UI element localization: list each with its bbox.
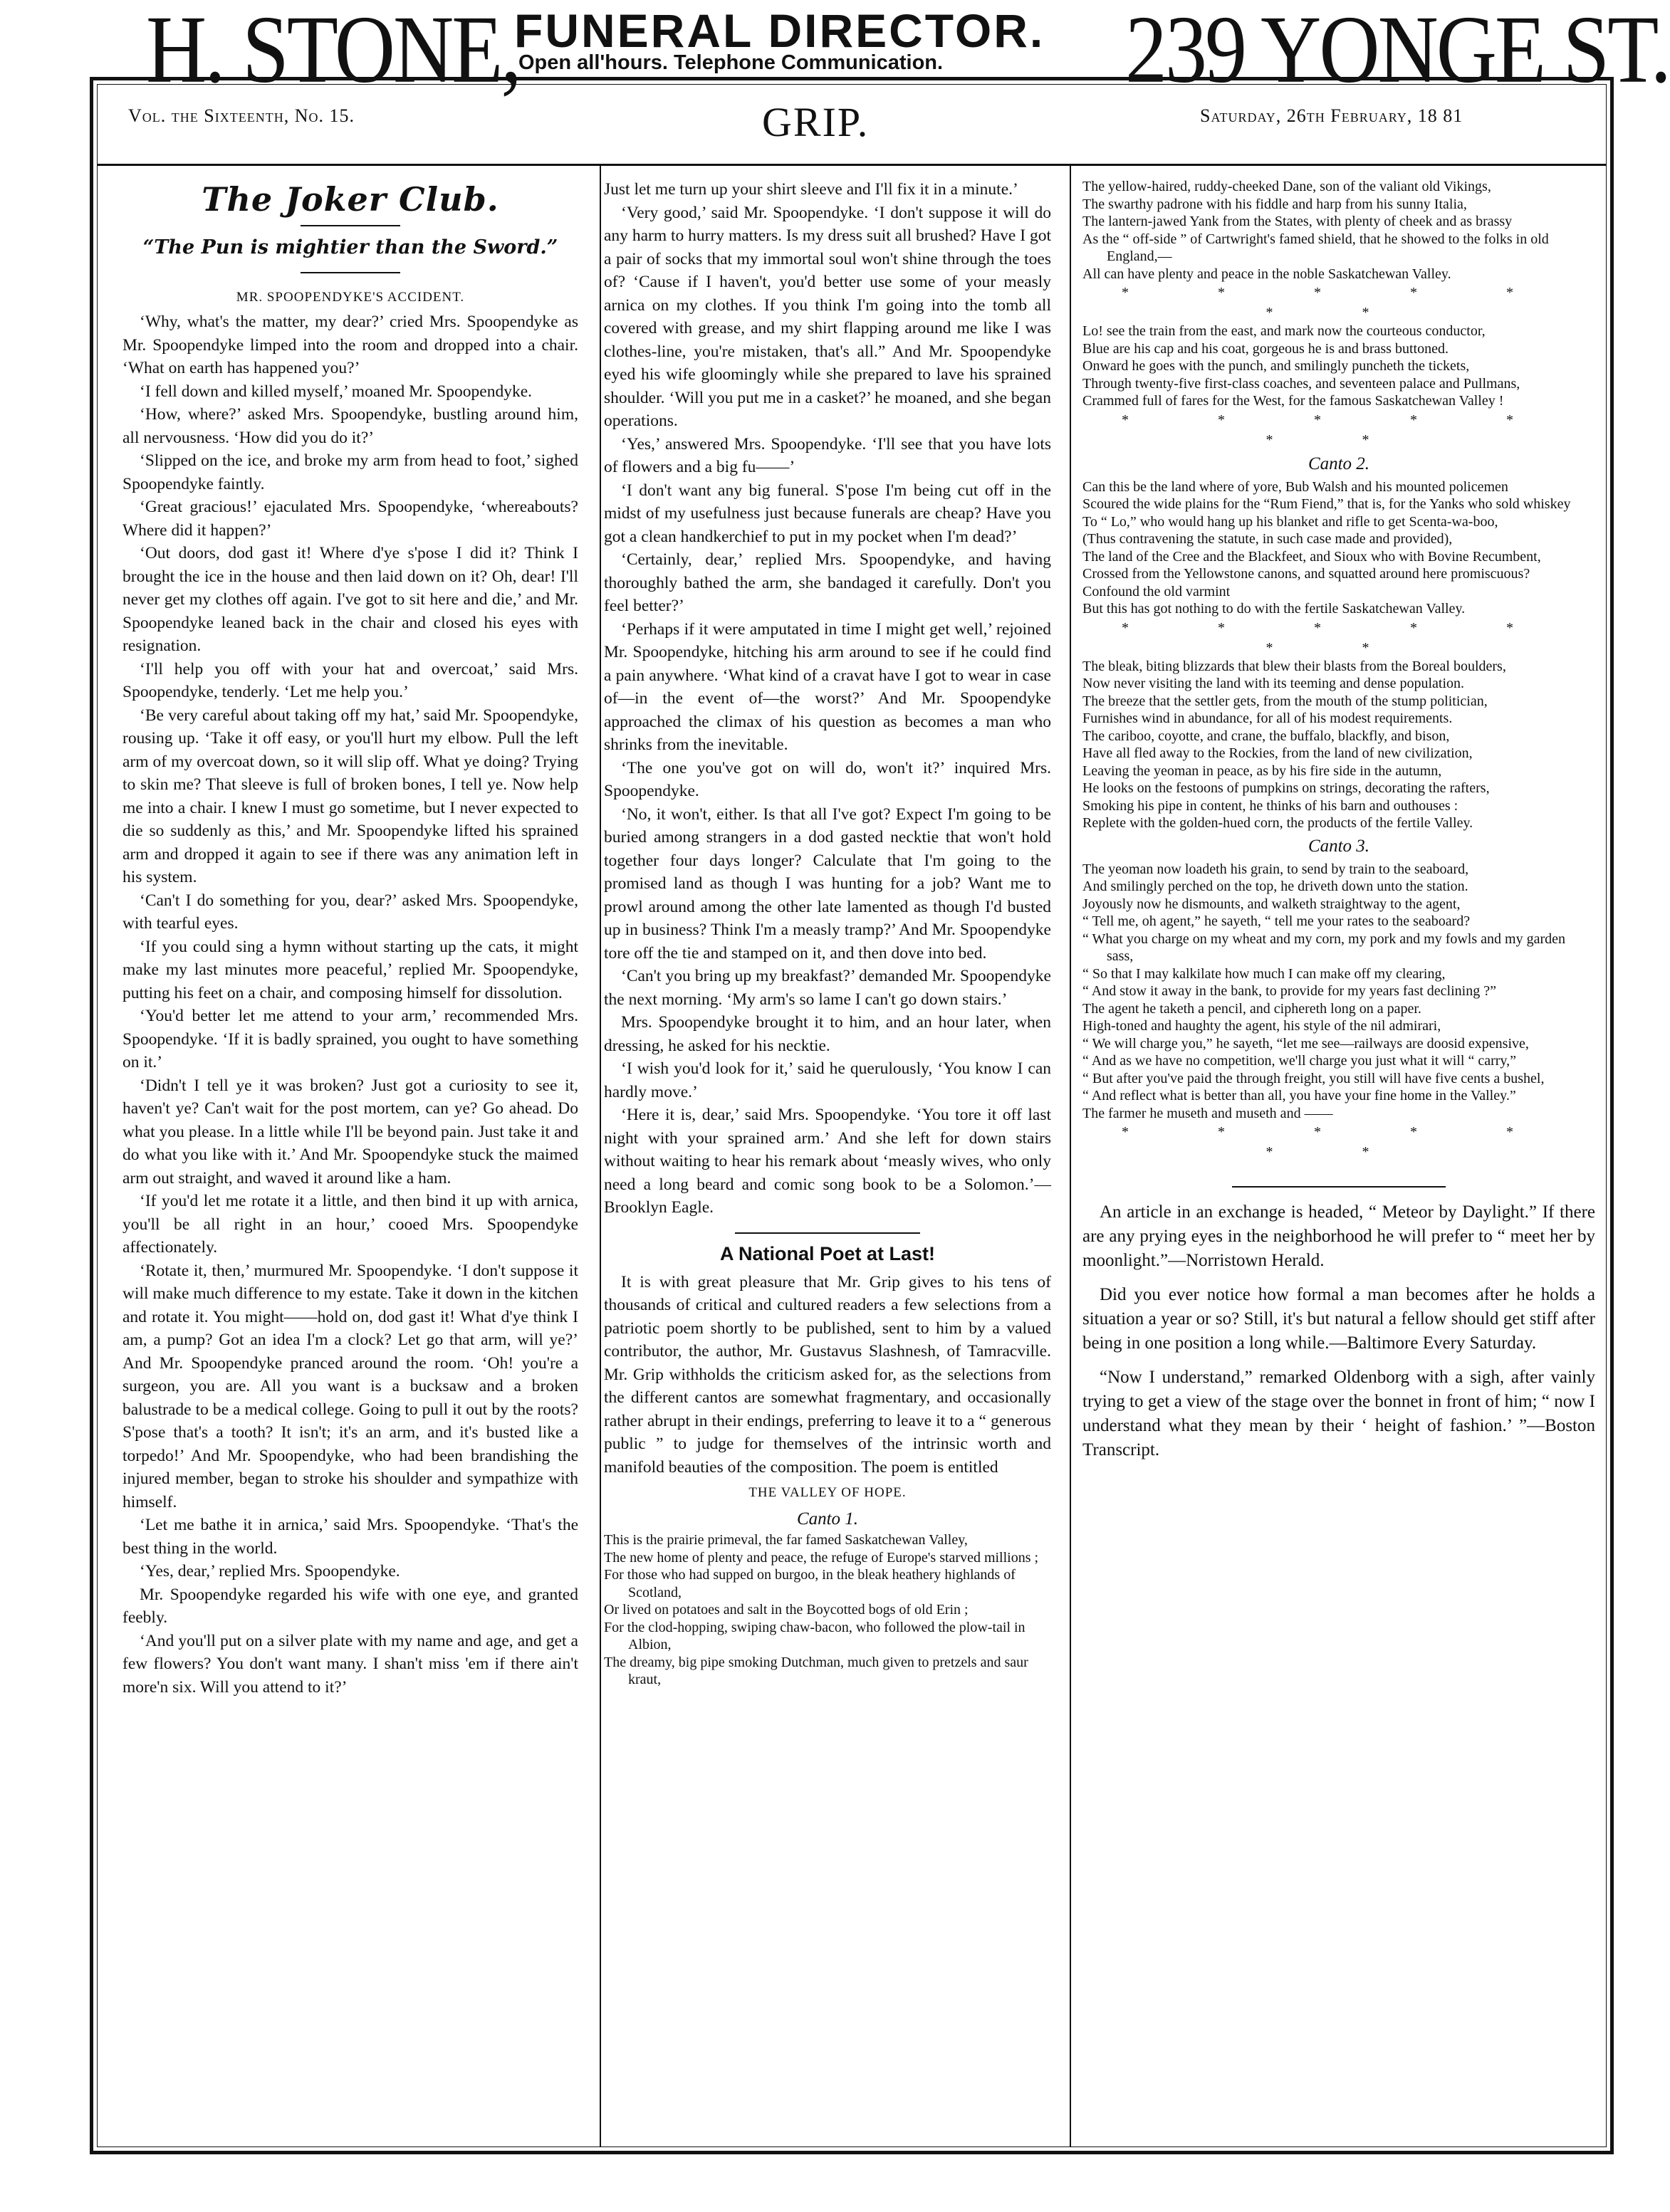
poem-line: To “ Lo,” who would hang up his blanket and rifle to get Scenta-wa-boo,	[1082, 513, 1498, 530]
story-paragraph: ‘And you'll put on a silver plate with my name and age, and get a few flowers? You don't want many. I shan't miss 'em if there ain't more'n six. Will you attend to it?’	[122, 1631, 578, 1697]
poem-line: “ Tell me, oh agent,” he sayeth, “ tell me your rates to the seaboard?	[1082, 913, 1471, 929]
poem-line: The lantern-jawed Yank from the States, with plenty of cheek and as brassy	[1082, 214, 1513, 229]
poem-line: Joyously now he dismounts, and walketh straightway to the agent,	[1082, 896, 1461, 912]
story-paragraph: ‘Very good,’ said Mr. Spoopendyke. ‘I don't suppose it will do any harm to hurry matters. Is my dress suit all brushed? Have I got a pair of socks that my immortal soul won't shine through the toes of? ‘Cause if I haven't, you'd better use some of your measly arnica on my clothes. If you think I'm going into the tomb all covered with grease, and my shirt flapping around me like I was clothes-line, you're mistaken, that's all.” And Mr. Spoopendyke eyed his wife gloomingly while she prepared to lave his sprained shoulder. ‘Will you put me in a casket?’ he moaned, and she began operations.	[604, 203, 1051, 430]
poem-line: (Thus contravening the statute, in such case made and provided),	[1082, 531, 1453, 547]
poem-line: Crossed from the Yellowstone canons, and squatted around here promiscuous?	[1082, 566, 1530, 582]
poem-canto-1	[604, 1531, 1051, 1689]
story-paragraph: ‘If you could sing a hymn without starting up the cats, it might make my last minutes more peaceful,’ replied Mr. Spoopendyke, putting his feet on a chair, and composing himself for dissolution.	[122, 937, 578, 1002]
story-paragraph: ‘I fell down and killed myself,’ moaned Mr. Spoopendyke.	[140, 382, 533, 401]
ad-open-hours: Open all'hours. Telephone Communication.	[518, 51, 944, 74]
poem-line: Confound the old varmint	[1082, 583, 1231, 599]
poem-line: “ We will charge you,” he sayeth, “let me see—railways are doosid expensive,	[1082, 1035, 1529, 1052]
news-item: Did you ever notice how formal a man becomes after he holds a situation a year or so? Still, it's but natural a fellow should get stiff after being in one position a long while.—Baltimore Every Saturday.	[1082, 1285, 1595, 1353]
story-paragraph: ‘Perhaps if it were amputated in time I might get well,’ rejoined Mr. Spoopendyke, hitching his arm around to see if he could find a pain anywhere. ‘What kind of a cravat have I got to wear in case of—in the event of—the worst?’ And Mr. Spoopendyke approached the climax of his question as becomes a man who shrinks from the inevitable.	[604, 619, 1051, 754]
title-rule	[301, 225, 400, 226]
poem-line: High-toned and haughty the agent, his style of the nil admirari,	[1082, 1018, 1441, 1034]
poem-line: Can this be the land where of yore, Bub Walsh and his mounted policemen	[1082, 478, 1508, 495]
poem-line: All can have plenty and peace in the noble Saskatchewan Valley.	[1082, 266, 1451, 282]
story-title: MR. SPOOPENDYKE'S ACCIDENT.	[236, 290, 465, 305]
column-divider-2	[1070, 164, 1071, 2147]
motto-rule	[301, 272, 400, 273]
poem-line: For the clod-hopping, swiping chaw-bacon, who followed the plow-tail in Albion,	[604, 1619, 1026, 1652]
poem-line: “ And as we have no competition, we'll charge you just what it will “ carry,”	[1082, 1053, 1516, 1069]
story-paragraph: ‘Can't you bring up my breakfast?’ demanded Mr. Spoopendyke the next morning. ‘My arm's so lame I can't go down stairs.’	[604, 967, 1051, 1009]
poem-line: The farmer he museth and museth and ——	[1082, 1105, 1333, 1121]
ad-stone-name: H. STONE,	[146, 0, 520, 103]
section-rule	[735, 1232, 920, 1234]
story-paragraph: ‘Yes, dear,’ replied Mrs. Spoopendyke.	[140, 1562, 400, 1581]
poem-line: Have all fled away to the Rockies, from the land of new civilization,	[1082, 745, 1473, 761]
volume-number: Vol. the Sixteenth, No. 15.	[128, 105, 355, 126]
asterism: * * * * * * *	[1122, 412, 1556, 448]
poem-line: “ So that I may kalkilate how much I can make off my clearing,	[1082, 965, 1446, 982]
asterism: * * * * * * *	[1122, 285, 1556, 320]
poem-canto-1-continued	[1082, 178, 1595, 283]
poem-line: “ And reflect what is better than all, you have your fine home in the Valley.”	[1082, 1088, 1516, 1104]
poem-line: The cariboo, coyotte, and crane, the buffalo, blackfly, and bison,	[1082, 728, 1450, 744]
poem-line: Leaving the yeoman in peace, as by his fire side in the autumn,	[1082, 762, 1442, 779]
canto-1-title: Canto 1.	[796, 1509, 859, 1529]
asterism: * * * * * * *	[1122, 1124, 1556, 1160]
poem-line: And smilingly perched on the top, he driveth down unto the station.	[1082, 879, 1468, 894]
poem-line: Onward he goes with the punch, and smilingly puncheth the tickets,	[1082, 358, 1470, 374]
column-2	[604, 178, 1051, 1689]
poem-line: The breeze that the settler gets, from the mouth of the stump politician,	[1082, 693, 1488, 709]
story-paragraph: Mr. Spoopendyke regarded his wife with one eye, and granted feebly.	[122, 1585, 578, 1627]
article-paragraph: It is with great pleasure that Mr. Grip gives to his tens of thousands of critical and cultured readers a few selections from a patriotic poem shortly to be published, sent to him by a valued contributor, the author, Mr. Gustavus Slashnesh, of Tamracville. Mr. Grip withholds the criticism asked for, as the selections from the different cantos are somewhat fragmentary, and occasionally rather abrupt in their endings, preferring to leave it to a “ generous public ” to judge for themselves of the intrinsic worth and manifold beauties of the composition. The poem is entitled	[604, 1272, 1051, 1477]
poem-line: Furnishes wind in abundance, for all of his modest requirements.	[1082, 711, 1453, 726]
issue-date: Saturday, 26th February, 18 81	[1200, 105, 1463, 126]
story-paragraph: ‘Can't I do something for you, dear?’ asked Mrs. Spoopendyke, with tearful eyes.	[122, 891, 578, 933]
story-paragraph: ‘I'll help you off with your hat and overcoat,’ said Mrs. Spoopendyke, tenderly. ‘Let me help you.’	[122, 659, 578, 701]
poem-canto-2	[1082, 478, 1595, 618]
story-paragraph: ‘Let me bathe it in arnica,’ said Mrs. Spoopendyke. ‘That's the best thing in the world.	[122, 1516, 578, 1558]
poem-line: Smoking his pipe in content, he thinks of his barn and outhouses :	[1082, 797, 1458, 814]
section-rule	[1232, 1186, 1446, 1188]
poem-line: “ What you charge on my wheat and my corn, my pork and my fowls and my garden sass,	[1082, 931, 1565, 964]
canto-2-title: Canto 2.	[1308, 454, 1370, 473]
column-3	[1082, 178, 1595, 1462]
poem-line: He looks on the festoons of pumpkins on strings, decorating the rafters,	[1082, 780, 1490, 796]
poem-line: Blue are his cap and his coat, gorgeous he is and brass buttoned.	[1082, 340, 1449, 357]
poem-title: THE VALLEY OF HOPE.	[748, 1485, 907, 1500]
poem-line: The yellow-haired, ruddy-cheeked Dane, son of the valiant old Vikings,	[1082, 179, 1491, 194]
story-paragraph: ‘I wish you'd look for it,’ said he querulously, ‘You know I can hardly move.’	[604, 1059, 1051, 1101]
poem-line: Scoured the wide plains for the “Rum Fiend,” that is, for the Yanks who sold whiskey	[1082, 496, 1571, 512]
column-1	[122, 178, 578, 1699]
poem-line: Or lived on potatoes and salt in the Boycotted bogs of old Erin ;	[604, 1602, 969, 1618]
ad-address: 239 YONGE ST.	[1125, 0, 1670, 103]
news-item: An article in an exchange is headed, “ Meteor by Daylight.” If there are any prying eyes in the neighborhood he will prefer to “ meet her by moonlight.”—Norristown Herald.	[1082, 1202, 1595, 1270]
poem-line: The new home of plenty and peace, the refuge of Europe's starved millions ;	[604, 1549, 1039, 1566]
story-paragraph: ‘I don't want any big funeral. S'pose I'm being cut off in the midst of my usefulness just because funerals are cheap? Have you got a clean handkerchief to put in my pocket when I'm dead?’	[604, 481, 1051, 546]
story-paragraph: ‘The one you've got on will do, won't it?’ inquired Mrs. Spoopendyke.	[604, 758, 1051, 800]
story-paragraph: ‘Out doors, dod gast it! Where d'ye s'pose I did it? Think I brought the ice in the house and then laid down on it? Oh, dear! I'll never get my clothes off again. I've got to sit here and die,’ and Mr. Spoopendyke leaned back in the chair and closed his eyes with resignation.	[122, 544, 578, 655]
story-paragraph: ‘Didn't I tell ye it was broken? Just got a curiosity to see it, haven't ye? Can't wait for the post mortem, can ye? Go ahead. Do what you please. In a little while I'll be beyond pain. Just take it and do what you like with it.’ And Mr. Spoopendyke stuck the maimed arm out straight, and waved it around like a ham.	[122, 1076, 578, 1188]
poem-line: The agent he taketh a pencil, and ciphereth long on a paper.	[1082, 1000, 1421, 1017]
column-divider-1	[600, 164, 601, 2147]
poem-line: The yeoman now loadeth his grain, to send by train to the seaboard,	[1082, 861, 1469, 877]
story-paragraph: ‘Here it is, dear,’ said Mrs. Spoopendyke. ‘You tore it off last night with your sprained arm.’ And she left for down stairs without waiting to hear his remark about ‘measly wives, who only need a long beard and comic song book to be a Solomon.’—Brooklyn Eagle.	[604, 1106, 1051, 1217]
poem-line: Through twenty-five first-class coaches, and seventeen palace and Pullmans,	[1082, 375, 1520, 392]
ad-funeral-director: FUNERAL DIRECTOR.	[514, 4, 1045, 57]
story-paragraph: Just let me turn up your shirt sleeve and I'll fix it in a minute.’	[604, 180, 1018, 199]
section-title-joker-club: The Joker Club.	[202, 180, 499, 219]
poem-line: The bleak, biting blizzards that blew their blasts from the Boreal boulders,	[1082, 658, 1506, 674]
story-paragraph: ‘Great gracious!’ ejaculated Mrs. Spoopendyke, ‘whereabouts? Where did it happen?’	[122, 498, 578, 540]
poem-line: “ But after you've paid the through freight, you still will have five cents a bushel,	[1082, 1070, 1545, 1086]
poem-line: Now never visiting the land with its teeming and dense population.	[1082, 676, 1465, 691]
story-paragraph: ‘You'd better let me attend to your arm,’ recommended Mrs. Spoopendyke. ‘If it is badly sprained, you ought to have something on it.’	[122, 1007, 578, 1071]
story-paragraph: ‘No, it won't, either. Is that all I've got? Expect I'm going to be buried among strangers in a dod gasted necktie that won't hold together four days longer? Calculate that I'm going to the promised land as though I was hunting for a job? Want me to prowl around among the other late lamented as though I'd busted up in business? Think I'm a measly tramp?’ And Mr. Spoopendyke tore off the tie and stamped on it, and then dove into bed.	[604, 804, 1051, 963]
poem-line: “ And stow it away in the bank, to provide for my years fast declining ?”	[1082, 983, 1496, 999]
story-paragraph: ‘Slipped on the ice, and broke my arm from head to foot,’ sighed Spoopendyke faintly.	[122, 451, 578, 493]
poem-canto-3	[1082, 861, 1595, 1123]
story-paragraph: ‘Rotate it, then,’ murmured Mr. Spoopendyke. ‘I don't suppose it will make much difference to my estate. Take it down in the kitchen and rotate it. You might——hold on, dod gast it! What d'ye think I am, a pump? Got an idea I'm a clock? Let go that arm, will ye?’ And Mr. Spoopendyke pranced around the room. ‘Oh! you're a surgeon, you are. All you want is a bucksaw and a broken balustrade to be a medical college. Going to pull it out by the roots? S'pose that's a tooth? It isn't; it's an arm, and it's busted like a torpedo!’ And Mr. Spoopendyke, who had been brandishing the injured member, began to stroke his shoulder and sympathize with himself.	[122, 1261, 578, 1511]
poem-canto-2-part-2	[1082, 658, 1595, 832]
poem-line: But this has got nothing to do with the fertile Saskatchewan Valley.	[1082, 601, 1466, 617]
poem-line: The dreamy, big pipe smoking Dutchman, much given to pretzels and saur kraut,	[604, 1654, 1028, 1687]
poem-line: This is the prairie primeval, the far famed Saskatchewan Valley,	[604, 1532, 968, 1548]
section-title-national-poet: A National Poet at Last!	[719, 1242, 936, 1264]
poem-line: The swarthy padrone with his fiddle and harp from his sunny Italia,	[1082, 196, 1467, 212]
canto-3-title: Canto 3.	[1308, 836, 1370, 856]
asterism: * * * * * * *	[1122, 619, 1556, 656]
poem-line: For those who had supped on burgoo, in the bleak heathery highlands of Scotland,	[604, 1567, 1016, 1600]
poem-line: Lo! see the train from the east, and mark now the courteous conductor,	[1082, 323, 1486, 339]
story-paragraph: ‘If you'd let me rotate it a little, and then bind it up with arnica, you'll be all right in an hour,’ cooed Mrs. Spoopendyke affectionately.	[122, 1192, 578, 1257]
story-paragraph: Mrs. Spoopendyke brought it to him, and an hour later, when dressing, he asked for his necktie.	[604, 1013, 1051, 1055]
header-divider	[97, 164, 1607, 166]
poem-line: As the “ off-side ” of Cartwright's famed shield, that he showed to the folks in old England,—	[1082, 231, 1549, 264]
poem-line: Crammed full of fares for the West, for the famous Saskatchewan Valley !	[1082, 393, 1504, 409]
news-item: “Now I understand,” remarked Oldenborg with a sigh, after vainly trying to get a view of the stage over the bonnet in front of him; “ now I understand what they mean by their ‘ height of fashion.’ ”—Boston Transcript.	[1082, 1368, 1595, 1459]
poem-line: The land of the Cree and the Blackfeet, and Sioux who with Bovine Recumbent,	[1082, 548, 1541, 565]
story-paragraph: ‘How, where?’ asked Mrs. Spoopendyke, bustling around him, all nervousness. ‘How did you do it?’	[122, 405, 578, 447]
poem-line: Replete with the golden-hued corn, the products of the fertile Valley.	[1082, 815, 1473, 831]
story-paragraph: ‘Yes,’ answered Mrs. Spoopendyke. ‘I'll see that you have lots of flowers and a big fu——’	[604, 434, 1051, 476]
story-paragraph: ‘Why, what's the matter, my dear?’ cried Mrs. Spoopendyke as Mr. Spoopendyke limped into the room and dropped into a chair. ‘What on earth has happened you?’	[122, 313, 578, 377]
poem-canto-1-part-2	[1082, 323, 1595, 410]
story-paragraph: ‘Be very careful about taking off my hat,’ said Mr. Spoopendyke, rousing up. ‘Take it off easy, or you'll hurt my elbow. Pull the left arm of my overcoat down, so it will slip off. What ye doing? Trying to skin me? That sleeve is full of broken bones, I tell ye. Now help me into a chair. I knew I must go sometime, but I never expected to die so suddenly as this,’ and Mr. Spoopendyke lifted his sprained arm and dropped it again to see if there was any animation left in his system.	[122, 706, 578, 886]
section-motto: “The Pun is mightier than the Sword.”	[142, 236, 558, 258]
story-paragraph: ‘Certainly, dear,’ replied Mrs. Spoopendyke, and having thoroughly bathed the arm, she bandaged it carefully. Don't you feel better?’	[604, 550, 1051, 615]
masthead-title: GRIP.	[762, 99, 870, 145]
